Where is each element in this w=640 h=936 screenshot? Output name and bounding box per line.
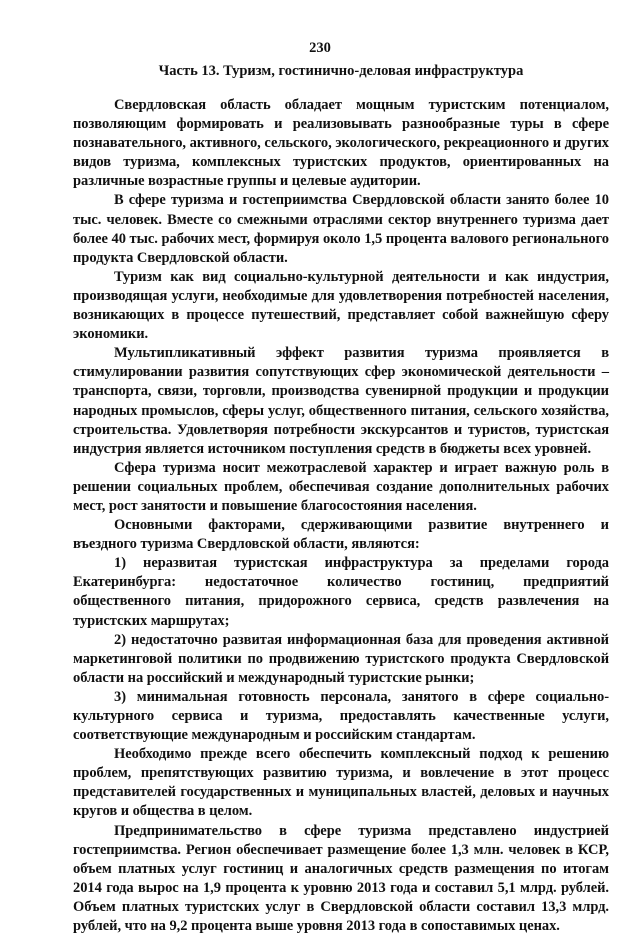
page-number: 230 — [309, 40, 331, 56]
paragraph-tourism-industry: Туризм как вид социально-культурной деятельности и как индустрия, производящая услуги, необходимые для удовлетворения потребностей населения, возникающих в процессе путешествий, представляет собой важнейшую сферу экономики. — [73, 268, 609, 343]
body-text — [73, 96, 609, 936]
paragraph-tourism-potential: Свердловская область обладает мощным туристским потенциалом, позволяющим формировать и реализовывать разнообразные туры в сфере познавательного, активного, сельского, экологического, рекреационного и других видов туризма, комплексных туристских продуктов, ориентированных на различные возрастные группы и целевые аудитории. — [73, 97, 609, 190]
list-item-1: 1) неразвитая туристская инфраструктура за пределами города Екатеринбурга: недостаточное количество гостиниц, предприятий общественного питания, придорожного сервиса, средств развлечения на туристских маршрутах; — [73, 555, 609, 629]
list-item-2: 2) недостаточно развитая информационная база для проведения активной маркетинговой политики по продвижению туристского продукта Свердловской области на российский и международный туристские рынки; — [73, 631, 609, 686]
paragraph-constraining-factors: Основными факторами, сдерживающими развитие внутреннего и въездного туризма Свердловской области, являются: — [73, 517, 609, 553]
list-item-3: 3) минимальная готовность персонала, занятого в сфере социально-культурного сервиса и туризма, предоставлять качественные услуги, соответствующие международным и российским стандартам. — [73, 688, 609, 744]
paragraph-social-role: Сфера туризма носит межотраслевой характер и играет важную роль в решении социальных проблем, обеспечивая создание дополнительных рабочих мест, рост занятости и повышение благосостояния населения. — [73, 459, 609, 514]
paragraph-multiplier-effect: Мультипликативный эффект развития туризма проявляется в стимулировании развития сопутствующих сфер экономической деятельности – транспорта, связи, торговли, производства сувенирной продукции и продукции народных промыслов, сферы услуг, общественного питания, сельского хозяйства, строительства. Удовлетворяя потребности экскурсантов и туристов, туристская индустрия является источником поступления средств в бюджеты всех уровней. — [73, 345, 609, 457]
section-heading: Часть 13. Туризм, гостинично-деловая инфраструктура — [158, 63, 524, 79]
paragraph-employment: В сфере туризма и гостеприимства Свердловской области занято более 10 тыс. человек. Вместе со смежными отраслями сектор внутреннего туризма дает более 40 тыс. рабочих мест, формируя около 1,5 процента валового регионального продукта Свердловской области. — [73, 192, 609, 266]
paragraph-comprehensive-approach: Необходимо прежде всего обеспечить комплексный подход к решению проблем, препятствующих развитию туризма, и вовлечение в этот процесс представителей государственных и муниципальных властей, деловых и научных кругов и общества в целом. — [73, 746, 609, 820]
paragraph-hospitality-industry: Предпринимательство в сфере туризма представлено индустрией гостеприимства. Регион обеспечивает размещение более 1,3 млн. человек в КСР, объем платных услуг гостиниц и аналогичных средств размещения по итогам 2014 года вырос на 1,9 процента к уровню 2013 года и составил 5,1 млрд. рублей. Объем платных туристских услуг в Свердловской области составил 13,3 млрд. рублей, что на 9,2 процента выше уровня 2013 года в сопоставимых ценах. — [73, 822, 609, 935]
